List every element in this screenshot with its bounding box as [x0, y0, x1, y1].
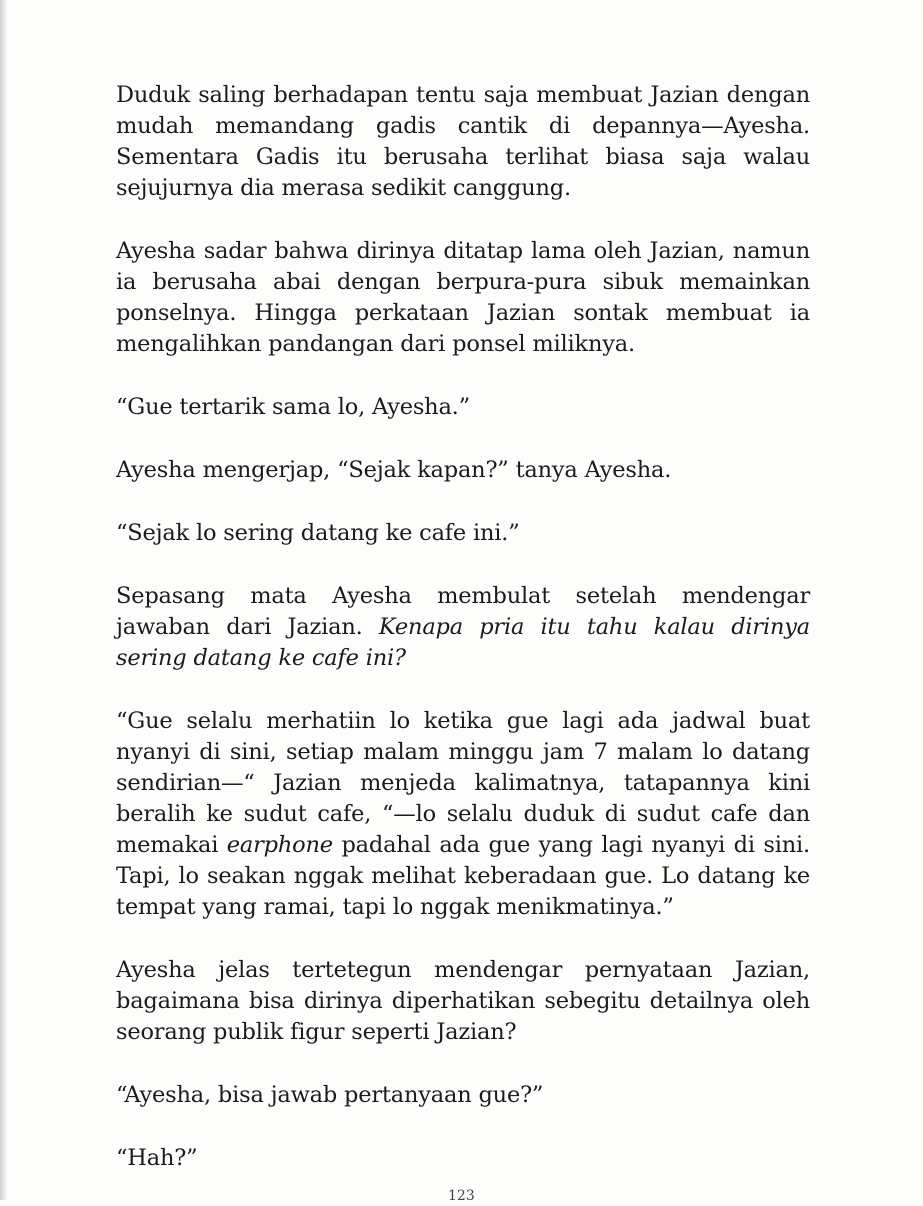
text-run: “Ayesha, bisa jawab pertanyaan gue?” [116, 1082, 544, 1108]
text-run: Ayesha sadar bahwa dirinya ditatap lama oleh Jazian, namun ia berusaha abai dengan berpura-pura sibuk memainkan ponselnya. Hingga perkataan Jazian sontak membuat ia mengalihkan pandangan dari ponsel miliknya. [116, 238, 810, 357]
paragraph [116, 581, 810, 674]
italic-text: earphone [226, 832, 333, 858]
book-page-body [116, 80, 810, 1206]
text-run: Ayesha mengerjap, “Sejak kapan?” tanya Ayesha. [116, 457, 672, 483]
paragraph [116, 80, 810, 204]
page-number: 123 [448, 1188, 475, 1200]
text-run: Duduk saling berhadapan tentu saja membuat Jazian dengan mudah memandang gadis cantik di depannya—Ayesha. Sementara Gadis itu berusaha terlihat biasa saja walau sejujurnya dia merasa sedikit canggung. [116, 82, 810, 201]
paragraph [116, 392, 810, 423]
text-run: padahal ada gue yang lagi nyanyi di sini. Tapi, lo seakan nggak melihat keberadaan gue. Lo datang ke tempat yang ramai, tapi lo nggak menikmatinya.” [116, 832, 810, 920]
text-run: “Gue selalu merhatiin lo ketika gue lagi ada jadwal buat nyanyi di sini, setiap malam minggu jam 7 malam lo datang sendirian—“ Jazian menjeda kalimatnya, tatapannya kini beralih ke sudut cafe, “—lo selalu duduk di sudut cafe dan memakai [116, 708, 810, 858]
paragraph [116, 236, 810, 360]
paragraph [116, 1080, 810, 1111]
text-run: “Gue tertarik sama lo, Ayesha.” [116, 394, 470, 420]
italic-text: Kenapa pria itu tahu kalau dirinya sering datang ke cafe ini? [116, 614, 810, 671]
paragraph [116, 706, 810, 923]
paragraph [116, 1143, 810, 1174]
text-run: “Hah?” [116, 1145, 198, 1171]
paragraph [116, 518, 810, 549]
text-run: “Sejak lo sering datang ke cafe ini.” [116, 520, 520, 546]
text-run: Sepasang mata Ayesha membulat setelah mendengar jawaban dari Jazian. [116, 583, 810, 640]
paragraph [116, 955, 810, 1048]
page-left-edge-shadow [0, 0, 8, 1200]
paragraph [116, 455, 810, 486]
text-run: Ayesha jelas tertetegun mendengar pernyataan Jazian, bagaimana bisa dirinya diperhatikan sebegitu detailnya oleh seorang publik figur seperti Jazian? [116, 957, 810, 1045]
